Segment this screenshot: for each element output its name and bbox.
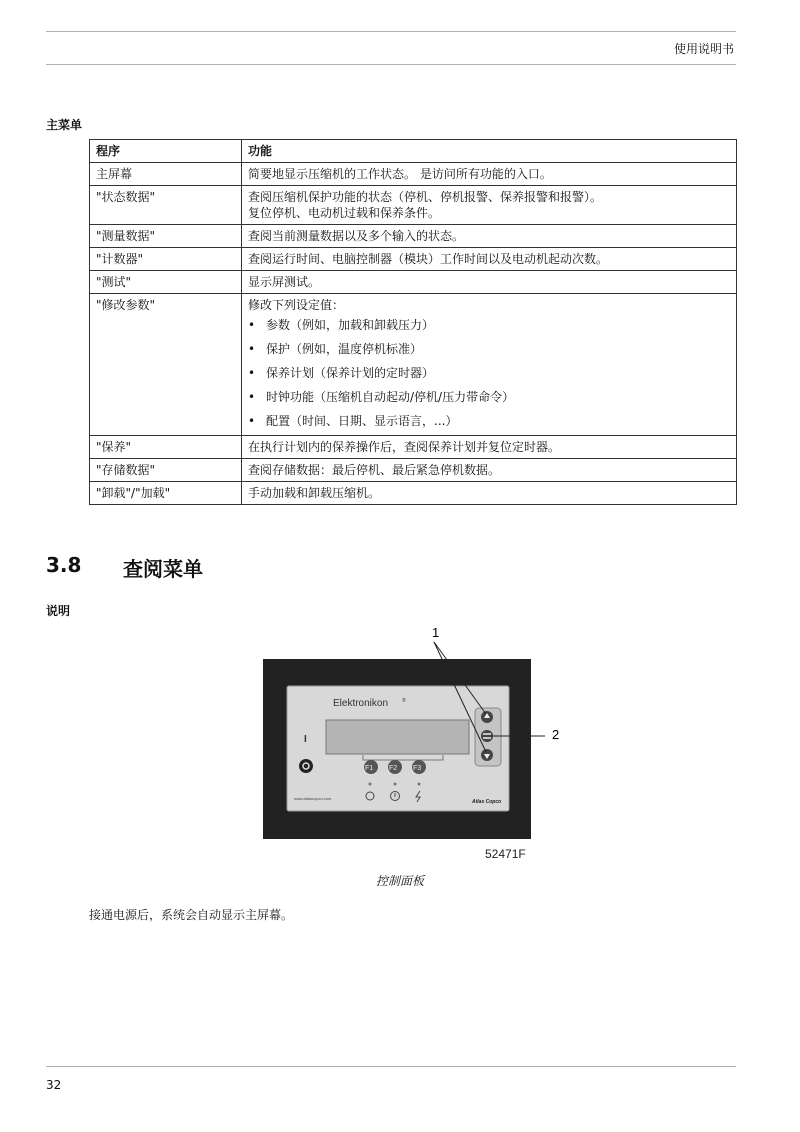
list-item: • 时钟功能（压缩机自动起动/停机/压力带命令） (248, 389, 731, 405)
maker-logo: Atlas Copco (472, 799, 502, 805)
table-row (90, 436, 737, 459)
stop-key (299, 759, 313, 773)
program-cell: "保养" (90, 436, 242, 459)
f1-label: F1 (365, 765, 374, 772)
column-header-program: 程序 (90, 140, 242, 163)
footer-rule (46, 1066, 736, 1067)
program-cell: "存储数据" (90, 459, 242, 482)
program-cell: 主屏幕 (90, 163, 242, 186)
brand-mark: ® (402, 698, 406, 704)
figure-code: 52471F (485, 847, 526, 861)
tab-key (481, 730, 493, 742)
website-text: www.atlascopco.com (294, 796, 332, 801)
function-cell: 查阅存储数据：最后停机、最后紧急停机数据。 (242, 459, 737, 482)
function-line: 修改下列设定值： (248, 298, 345, 312)
function-cell: 在执行计划内的保养操作后，查阅保养计划并复位定时器。 (242, 436, 737, 459)
table-header-row (90, 140, 737, 163)
body-text: 接通电源后，系统会自动显示主屏幕。 (89, 908, 294, 922)
function-cell (242, 294, 737, 436)
function-cell (242, 186, 737, 225)
table-row (90, 225, 737, 248)
section-title: 查阅菜单 (123, 557, 203, 581)
table-row (90, 482, 737, 505)
table-row (90, 294, 737, 436)
program-cell: "修改参数" (90, 294, 242, 436)
f2-label: F2 (389, 765, 398, 772)
section-number: 3.8 (46, 553, 82, 577)
program-cell: "卸载"/"加载" (90, 482, 242, 505)
function-cell: 查阅当前测量数据以及多个输入的状态。 (242, 225, 737, 248)
function-line: 复位停机、电动机过载和保养条件。 (248, 206, 441, 220)
brand-name: Elektronikon (333, 698, 389, 709)
table-row (90, 186, 737, 225)
program-cell: "测量数据" (90, 225, 242, 248)
header-rule-bottom (46, 64, 736, 65)
main-menu-heading: 主菜单 (46, 118, 83, 132)
description-label: 说明 (46, 604, 71, 618)
table-row (90, 271, 737, 294)
callout-2-label: 2 (552, 727, 560, 742)
settings-list (248, 317, 731, 429)
display-screen (326, 720, 469, 754)
led-warning (394, 783, 397, 786)
function-cell: 查阅运行时间、电脑控制器（模块）工作时间以及电动机起动次数。 (242, 248, 737, 271)
list-item: • 保护（例如，温度停机标准） (248, 341, 731, 357)
callout-1-label: 1 (432, 625, 440, 640)
table-row (90, 459, 737, 482)
header-title: 使用说明书 (673, 42, 734, 56)
main-menu-table (89, 139, 737, 505)
list-item: • 保养计划（保养计划的定时器） (248, 365, 731, 381)
control-panel-figure (262, 622, 562, 867)
list-item: • 配置（时间、日期、显示语言，...） (248, 413, 731, 429)
figure-caption: 控制面板 (375, 874, 424, 888)
function-line: 查阅压缩机保护功能的状态（停机、停机报警、保养报警和报警）。 (248, 190, 603, 204)
led-automatic (369, 783, 372, 786)
led-voltage (418, 783, 421, 786)
table-row (90, 248, 737, 271)
function-cell: 显示屏测试。 (242, 271, 737, 294)
page-number: 32 (46, 1078, 62, 1092)
program-cell: "计数器" (90, 248, 242, 271)
function-cell: 手动加载和卸载压缩机。 (242, 482, 737, 505)
column-header-function: 功能 (242, 140, 737, 163)
f3-label: F3 (413, 765, 422, 772)
list-item: • 参数（例如，加载和卸载压力） (248, 317, 731, 333)
function-cell: 简要地显示压缩机的工作状态。 是访问所有功能的入口。 (242, 163, 737, 186)
program-cell: "状态数据" (90, 186, 242, 225)
program-cell: "测试" (90, 271, 242, 294)
control-panel-illustration (262, 622, 562, 867)
header-rule (46, 31, 736, 32)
start-key-label: I (304, 734, 307, 745)
table-row (90, 163, 737, 186)
